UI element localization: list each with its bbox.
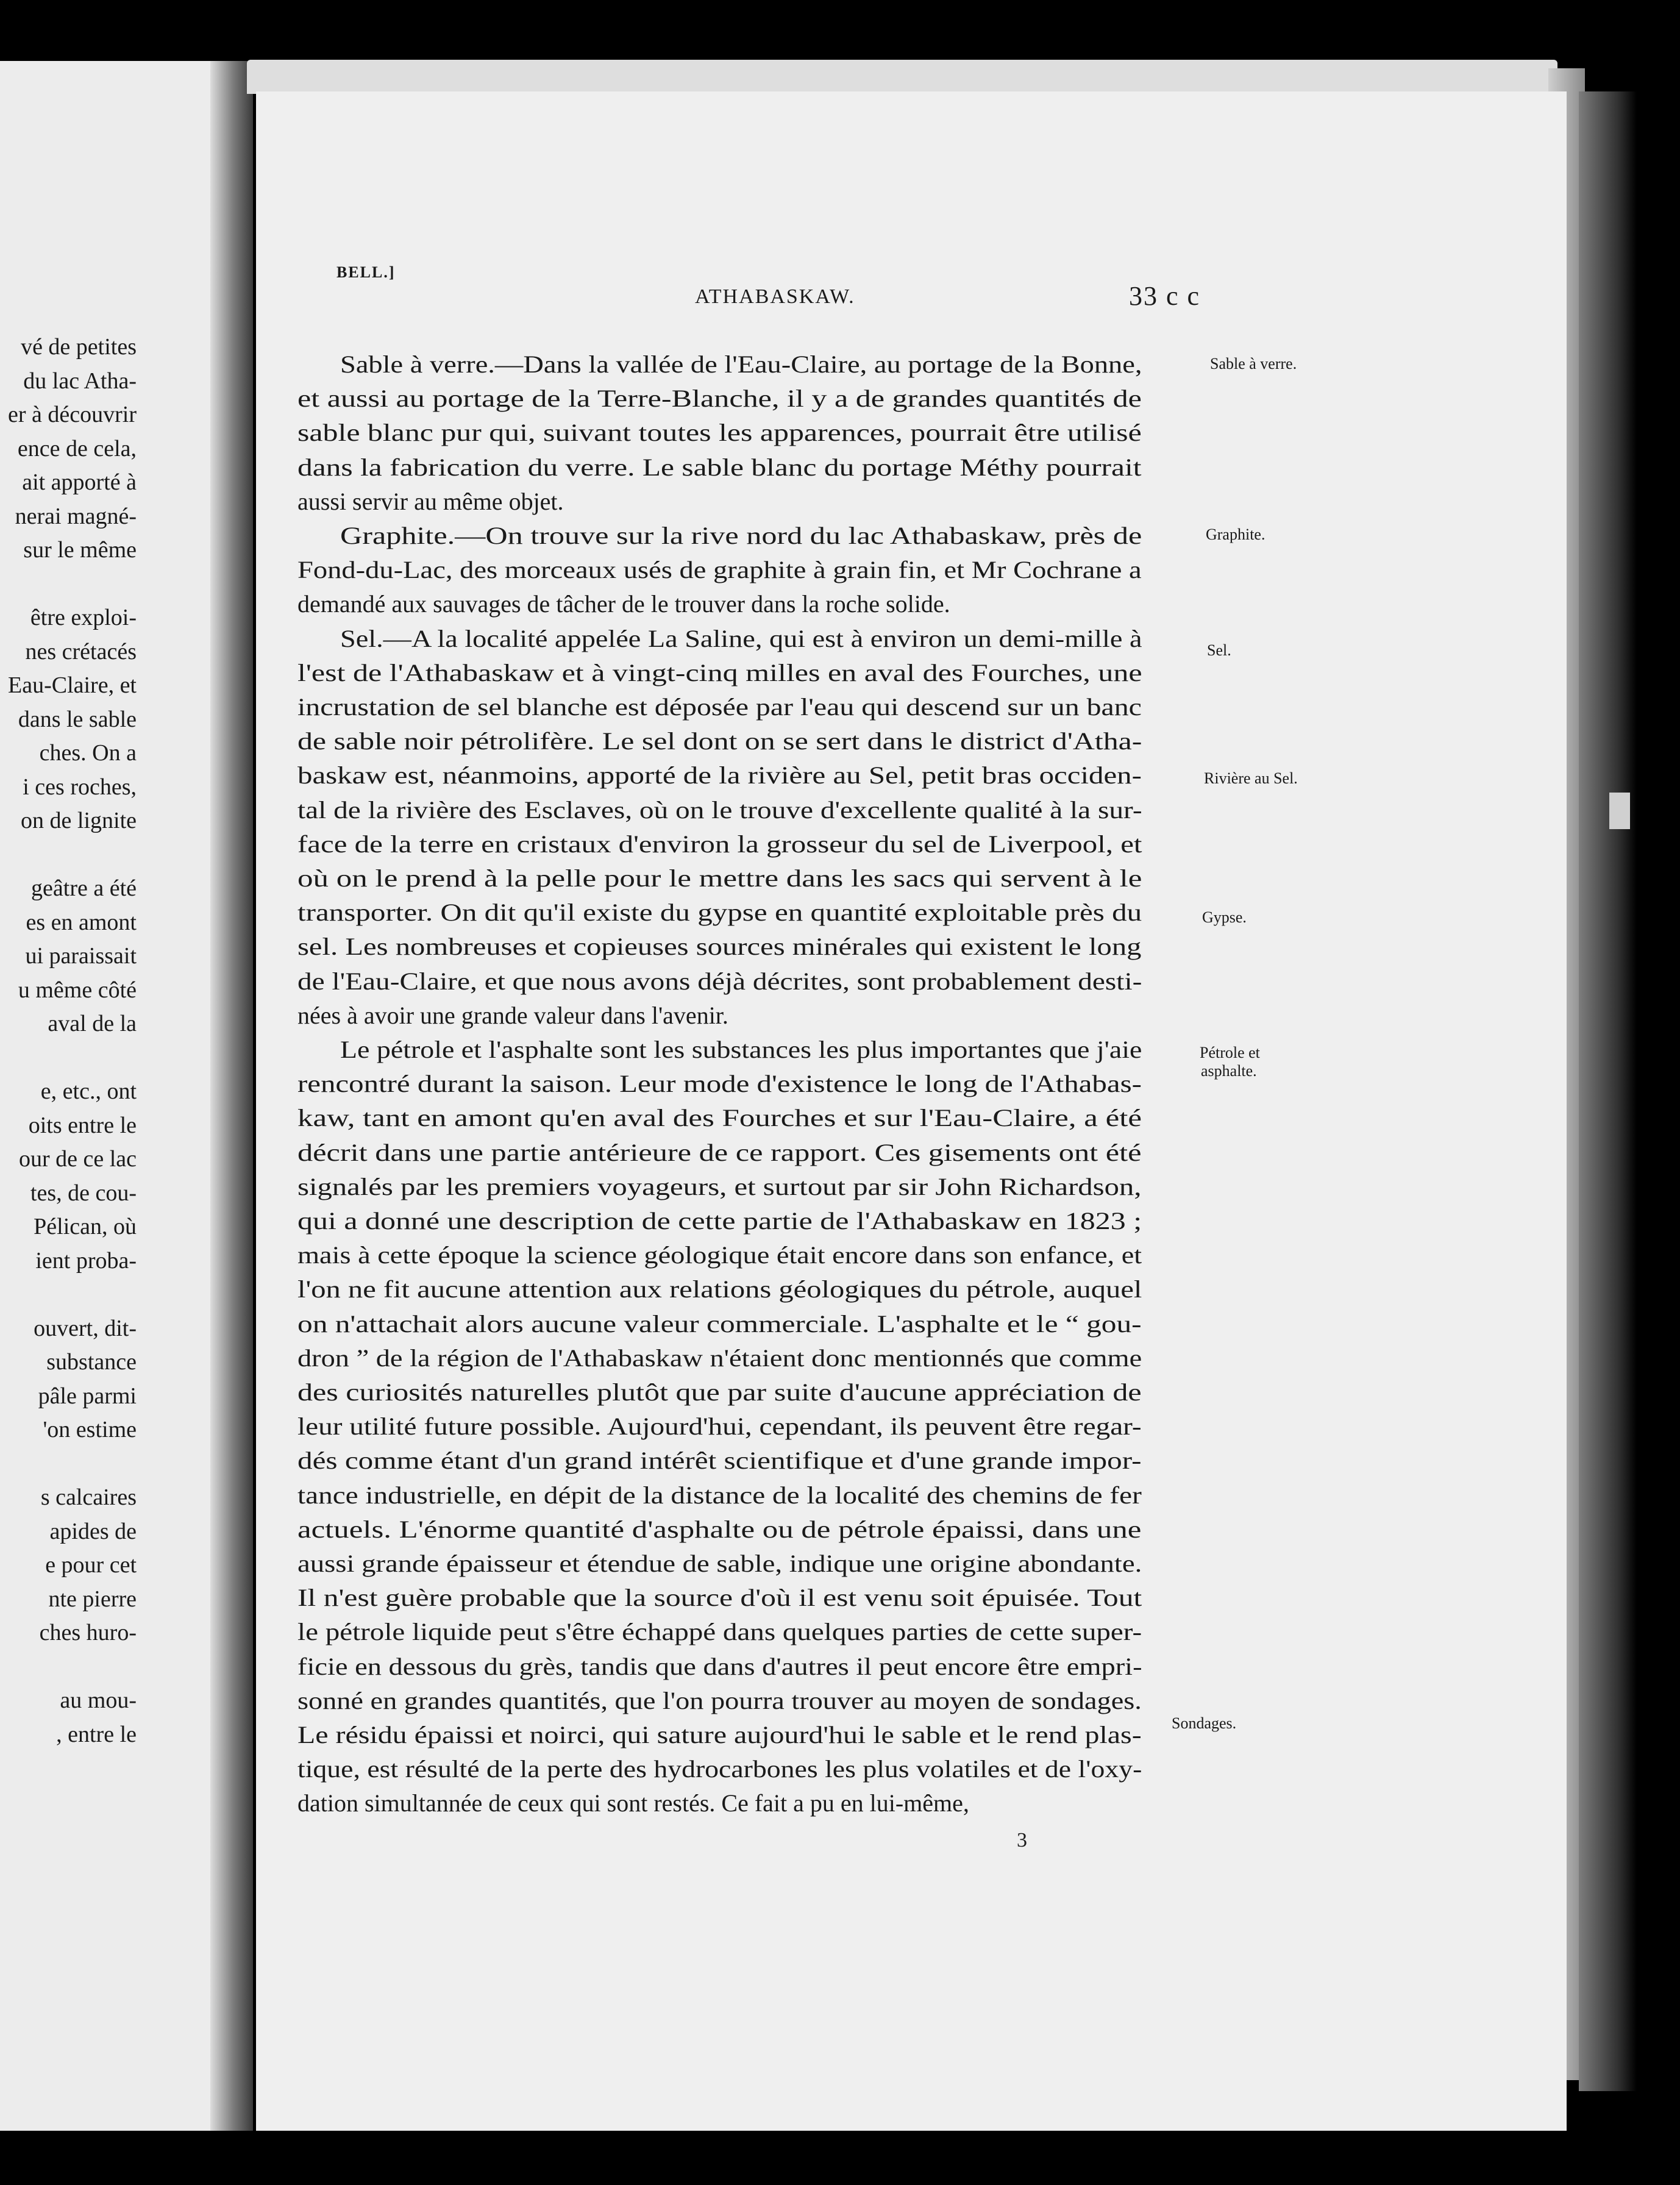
- body-line: sonné en grandes quantités, que l'on pourra trouver au moyen de sondages.: [297, 1686, 1142, 1714]
- body-line: l'on ne fit aucune attention aux relations géologiques du pétrole, auquel: [297, 1275, 1142, 1303]
- body-line: de l'Eau-Claire, et que nous avons déjà décrites, sont probablement desti-: [297, 967, 1142, 995]
- left-page-line: ient proba-: [35, 1247, 137, 1274]
- left-page-line: e, etc., ont: [40, 1078, 137, 1104]
- body-line: des curiosités naturelles plutôt que par suite d'aucune appréciation de: [297, 1378, 1142, 1406]
- body-line: face de la terre en cristaux d'environ la grosseur du sel de Liverpool, et: [297, 830, 1142, 858]
- left-page-line: apides de: [49, 1518, 137, 1544]
- left-page: [0, 61, 244, 2131]
- body-line: sable blanc pur qui, suivant toutes les apparences, pourrait être utilisé: [297, 419, 1142, 447]
- left-page-line: aval de la: [48, 1011, 137, 1036]
- left-page-line: er à découvrir: [8, 402, 137, 427]
- body-line: de sable noir pétrolifère. Le sel dont on se sert dans le district d'Atha-: [297, 727, 1142, 755]
- body-line: actuels. L'énorme quantité d'asphalte ou de pétrole épaissi, dans une: [297, 1515, 1142, 1543]
- header-page-number: 33 c c: [1129, 281, 1201, 311]
- body-line: décrit dans une partie antérieure de ce rapport. Ces gisements ont été: [297, 1138, 1142, 1166]
- left-page-line: Eau-Claire, et: [7, 672, 137, 698]
- body-line: baskaw est, néanmoins, apporté de la rivière au Sel, petit bras occiden-: [297, 761, 1142, 790]
- left-page-line: être exploi-: [30, 605, 137, 630]
- body-line: Le résidu épaissi et noirci, qui sature aujourd'hui le sable et le rend plas-: [297, 1721, 1142, 1748]
- body-line: tal de la rivière des Esclaves, où on le trouve d'excellente qualité à la sur-: [297, 796, 1142, 824]
- left-page-line: geâtre a été: [31, 875, 137, 901]
- page-tab: [1609, 793, 1630, 829]
- body-line: Sel.—A la localité appelée La Saline, qui est à environ un demi-mille à: [340, 624, 1142, 652]
- left-page-line: ait apporté à: [22, 469, 137, 495]
- body-line: aussi servir au même objet.: [297, 487, 564, 515]
- margin-note-gypse: Gypse.: [1202, 908, 1247, 926]
- body-line: signalés par les premiers voyageurs, et surtout par sir John Richardson,: [297, 1172, 1142, 1200]
- left-page-line: ches huro-: [39, 1620, 137, 1645]
- margin-note-graphite: Graphite.: [1206, 526, 1265, 543]
- header-title: ATHABASKAW.: [695, 285, 855, 308]
- body-line: dation simultannée de ceux qui sont restés. Ce fait a pu en lui-même,: [297, 1789, 969, 1817]
- left-page-line: es en amont: [26, 909, 137, 935]
- left-page-line: pâle parmi: [38, 1383, 137, 1409]
- page-stack-top-edge: [247, 60, 1557, 94]
- header-author: BELL.]: [336, 263, 396, 281]
- left-page-line: du lac Atha-: [23, 368, 137, 394]
- body-line: dans la fabrication du verre. Le sable blanc du portage Méthy pourrait: [297, 453, 1142, 481]
- margin-note-sable: Sable à verre.: [1210, 355, 1297, 372]
- body-line: dron ” de la région de l'Athabaskaw n'étaient donc mentionnés que comme: [297, 1344, 1142, 1372]
- margin-note-sondages: Sondages.: [1172, 1714, 1237, 1732]
- body-line: nées à avoir une grande valeur dans l'avenir.: [297, 1001, 728, 1029]
- left-page-line: ouvert, dit-: [34, 1315, 137, 1341]
- right-page: [256, 91, 1567, 2131]
- left-page-line: ches. On a: [39, 740, 137, 766]
- left-page-line: i ces roches,: [23, 774, 137, 800]
- body-line: qui a donné une description de cette partie de l'Athabaskaw en 1823 ;: [297, 1207, 1142, 1235]
- book-right-edge: [1579, 91, 1637, 2091]
- left-page-line: our de ce lac: [18, 1146, 137, 1172]
- body-line: et aussi au portage de la Terre-Blanche, il y a de grandes quantités de: [297, 385, 1142, 413]
- body-line: on n'attachait alors aucune valeur commerciale. L'asphalte et le “ gou-: [297, 1310, 1142, 1338]
- left-page-line: nerai magné-: [15, 503, 137, 529]
- left-page-line: dans le sable: [18, 706, 137, 732]
- left-page-line: nte pierre: [48, 1586, 137, 1612]
- body-line: kaw, tant en amont qu'en aval des Fourches et sur l'Eau-Claire, a été: [297, 1104, 1142, 1132]
- body-line: tance industrielle, en dépit de la distance de la localité des chemins de fer: [297, 1481, 1142, 1509]
- body-line: leur utilité future possible. Aujourd'hui, cependant, ils peuvent être regar-: [297, 1413, 1142, 1441]
- margin-note-asphalte: asphalte.: [1201, 1062, 1257, 1080]
- left-page-line: s calcaires: [40, 1485, 137, 1510]
- left-page-line: substance: [46, 1349, 137, 1375]
- margin-note-petrole: Pétrole et: [1200, 1044, 1260, 1061]
- left-page-line: sur le même: [23, 537, 137, 563]
- margin-note-sel: Sel.: [1207, 641, 1231, 659]
- body-line: où on le prend à la pelle pour le mettre dans les sacs qui servent à le: [297, 864, 1142, 892]
- body-line: demandé aux sauvages de tâcher de le trouver dans la roche solide.: [297, 590, 950, 618]
- body-line: sel. Les nombreuses et copieuses sources minérales qui existent le long: [297, 933, 1142, 961]
- left-page-line: au mou-: [60, 1688, 137, 1713]
- body-line: Il n'est guère probable que la source d'où il est venu soit épuisée. Tout: [297, 1584, 1142, 1612]
- body-line: Sable à verre.—Dans la vallée de l'Eau-Claire, au portage de la Bonne,: [340, 351, 1142, 378]
- body-line: ficie en dessous du grès, tandis que dans d'autres il peut encore être empri-: [297, 1652, 1142, 1680]
- left-page-line: , entre le: [56, 1721, 137, 1747]
- body-line: Graphite.—On trouve sur la rive nord du lac Athabaskaw, près de: [340, 522, 1142, 549]
- left-page-line: 'on estime: [43, 1417, 137, 1442]
- left-page-line: Pélican, où: [34, 1214, 137, 1239]
- body-line: le pétrole liquide peut s'être échappé dans quelques parties de cette super-: [297, 1618, 1142, 1646]
- left-page-line: ui paraissait: [25, 943, 137, 969]
- left-page-line: ence de cela,: [17, 435, 137, 462]
- body-line: incrustation de sel blanche est déposée par l'eau qui descend sur un banc: [297, 693, 1142, 721]
- left-page-line: u même côté: [18, 977, 137, 1003]
- body-line: dés comme étant d'un grand intérêt scientifique et d'une grande impor-: [297, 1447, 1142, 1475]
- body-line: Le pétrole et l'asphalte sont les substances les plus importantes que j'aie: [340, 1036, 1142, 1063]
- body-line: tique, est résulté de la perte des hydrocarbones les plus volatiles et de l'oxy-: [297, 1755, 1142, 1783]
- left-page-line: nes crétacés: [25, 638, 137, 665]
- left-page-line: on de lignite: [21, 808, 137, 833]
- body-line: mais à cette époque la science géologique était encore dans son enfance, et: [297, 1241, 1142, 1269]
- body-line: aussi grande épaisseur et étendue de sable, indique une origine abondante.: [297, 1550, 1142, 1577]
- signature-mark: 3: [1017, 1829, 1027, 1852]
- left-page-line: e pour cet: [45, 1552, 137, 1578]
- body-line: Fond-du-Lac, des morceaux usés de graphite à grain fin, et Mr Cochrane a: [297, 556, 1142, 584]
- left-page-line: vé de petites: [21, 334, 137, 360]
- body-line: l'est de l'Athabaskaw et à vingt-cinq milles en aval des Fourches, une: [297, 658, 1142, 686]
- left-page-line: oits entre le: [28, 1112, 137, 1138]
- body-line: rencontré durant la saison. Leur mode d'existence le long de l'Athabas-: [297, 1070, 1142, 1098]
- margin-note-riviere: Rivière au Sel.: [1204, 769, 1298, 787]
- body-line: transporter. On dit qu'il existe du gypse en quantité exploitable près du: [297, 899, 1142, 927]
- left-page-line: tes, de cou-: [30, 1180, 137, 1206]
- book-gutter: [210, 61, 253, 2131]
